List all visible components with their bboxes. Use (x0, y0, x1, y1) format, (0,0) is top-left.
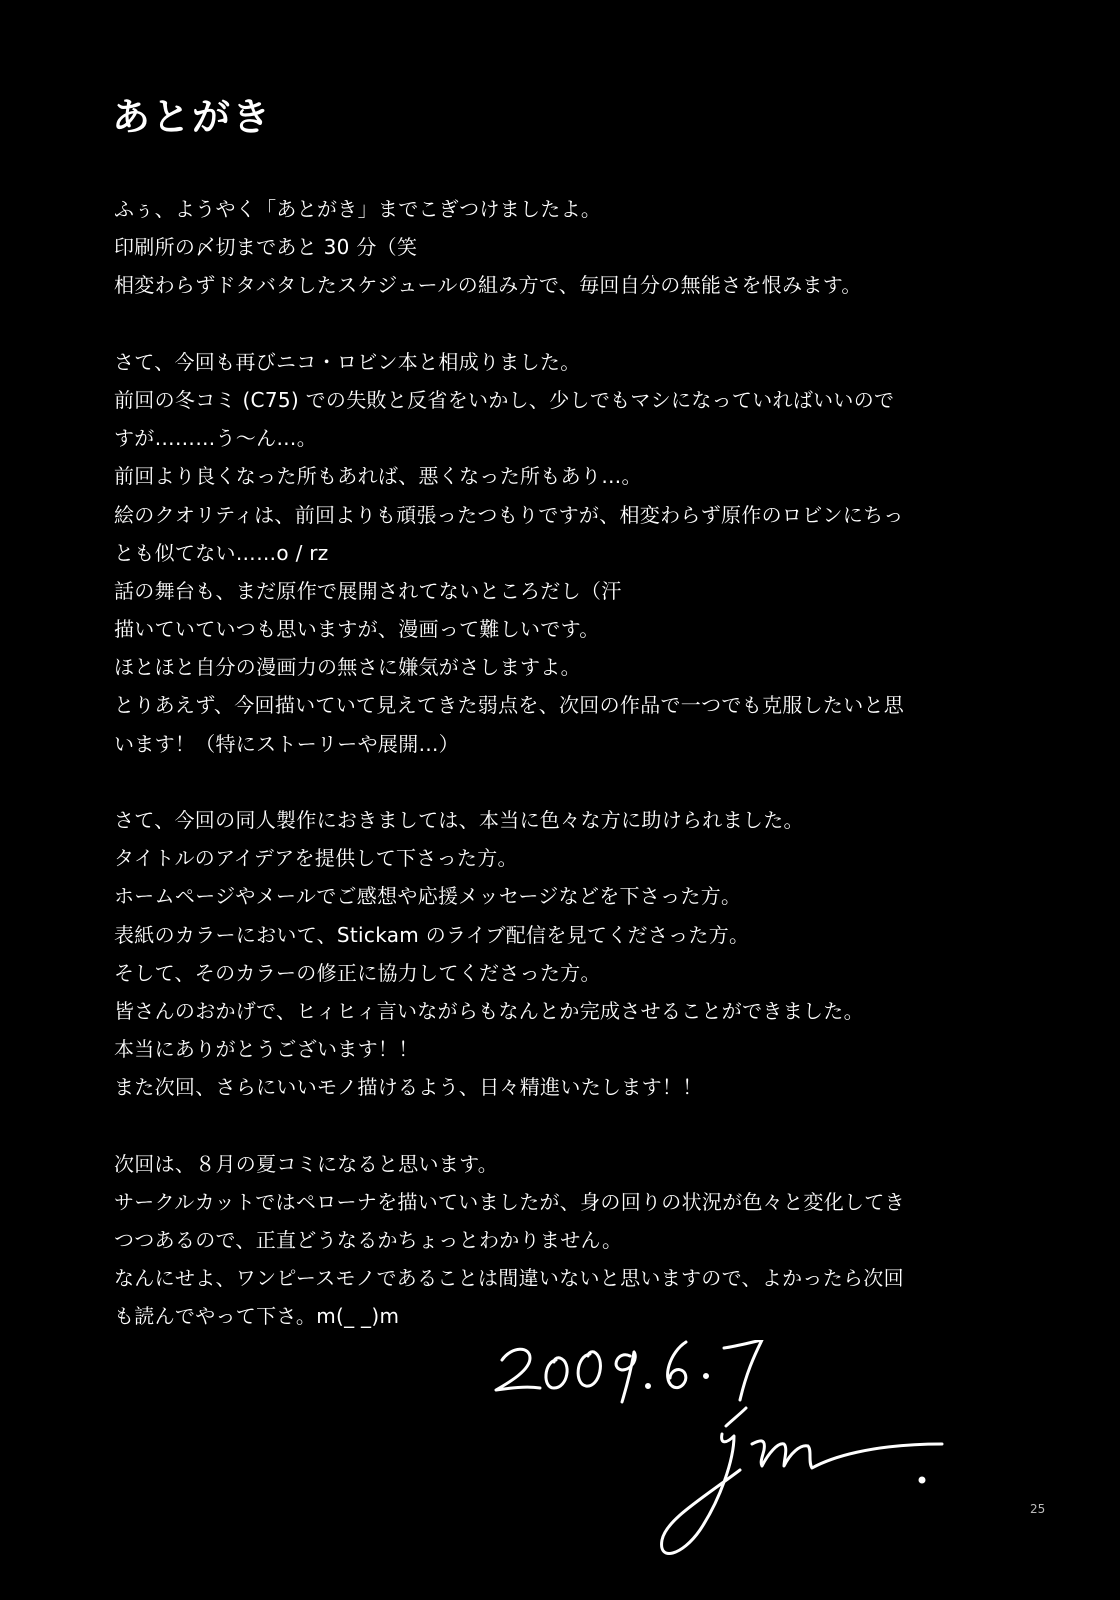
text-line: も読んでやって下さ。m(_ _)m (114, 1304, 400, 1329)
handwritten-signature (490, 1340, 960, 1580)
signature-date (496, 1340, 762, 1402)
text-line: なんにせよ、ワンピースモノであることは間違いないと思いますので、よかったら次回 (114, 1266, 904, 1291)
text-line: 皆さんのおかげで、ヒィヒィ言いながらもなんとか完成させることができました。 (114, 998, 864, 1023)
text-line: 前回より良くなった所もあれば、悪くなった所もあり…。 (114, 464, 642, 489)
paragraph-gap (114, 1107, 994, 1145)
text-line: 印刷所の〆切まであと 30 分（笑 (114, 235, 418, 260)
text-line: とも似てない……o / rz (114, 540, 329, 565)
afterword-body (114, 190, 994, 1336)
text-line: 話の舞台も、まだ原作で展開されてないところだし（汗 (114, 578, 622, 603)
text-line: また次回、さらにいいモノ描けるよう、日々精進いたします！！ (114, 1075, 703, 1100)
text-line: すが………う〜ん…。 (114, 426, 317, 451)
text-line: そして、そのカラーの修正に協力してくださった方。 (114, 960, 601, 985)
signature-name (662, 1408, 942, 1553)
text-line: ホームページやメールでご感想や応援メッセージなどを下さった方。 (114, 884, 742, 909)
text-line: 相変わらずドタバタしたスケジュールの組み方で、毎回自分の無能さを恨みます。 (114, 273, 862, 298)
text-line: います！（特にストーリーや展開…） (114, 731, 460, 756)
text-line: タイトルのアイデアを提供して下さった方。 (114, 846, 518, 871)
text-line: さて、今回の同人製作におきましては、本当に色々な方に助けられました。 (114, 808, 804, 832)
text-line: 本当にありがとうございます！！ (114, 1037, 419, 1062)
text-line: とりあえず、今回描いていて見えてきた弱点を、次回の作品で一つでも克服したいと思 (114, 693, 905, 718)
text-line: 絵のクオリティは、前回よりも頑張ったつもりですが、相変わらず原作のロビンにちっ (114, 502, 904, 527)
page-number: 25 (1030, 1502, 1046, 1516)
text-line: 描いていていつも思いますが、漫画って難しいです。 (114, 617, 600, 642)
paragraph-gap (114, 305, 994, 343)
page-title: あとがき (112, 95, 273, 139)
text-line: ふぅ、ようやく「あとがき」までこぎつけましたよ。 (114, 197, 602, 221)
text-line: ほとほと自分の漫画力の無さに嫌気がさしますよ。 (114, 655, 581, 680)
text-line: 前回の冬コミ (C75) での失敗と反省をいかし、少しでもマシになっていればいいので (114, 387, 895, 412)
text-line: サークルカットではペローナを描いていましたが、身の回りの状況が色々と変化してき (114, 1189, 905, 1214)
text-line: さて、今回も再びニコ・ロビン本と相成りました。 (114, 349, 581, 374)
text-line: つつあるので、正直どうなるかちょっとわかりません。 (114, 1228, 623, 1253)
text-line: 次回は、８月の夏コミになると思います。 (114, 1151, 499, 1176)
text-line: 表紙のカラーにおいて、Stickam のライブ配信を見てくださった方。 (114, 922, 750, 947)
paragraph-gap (114, 763, 994, 801)
